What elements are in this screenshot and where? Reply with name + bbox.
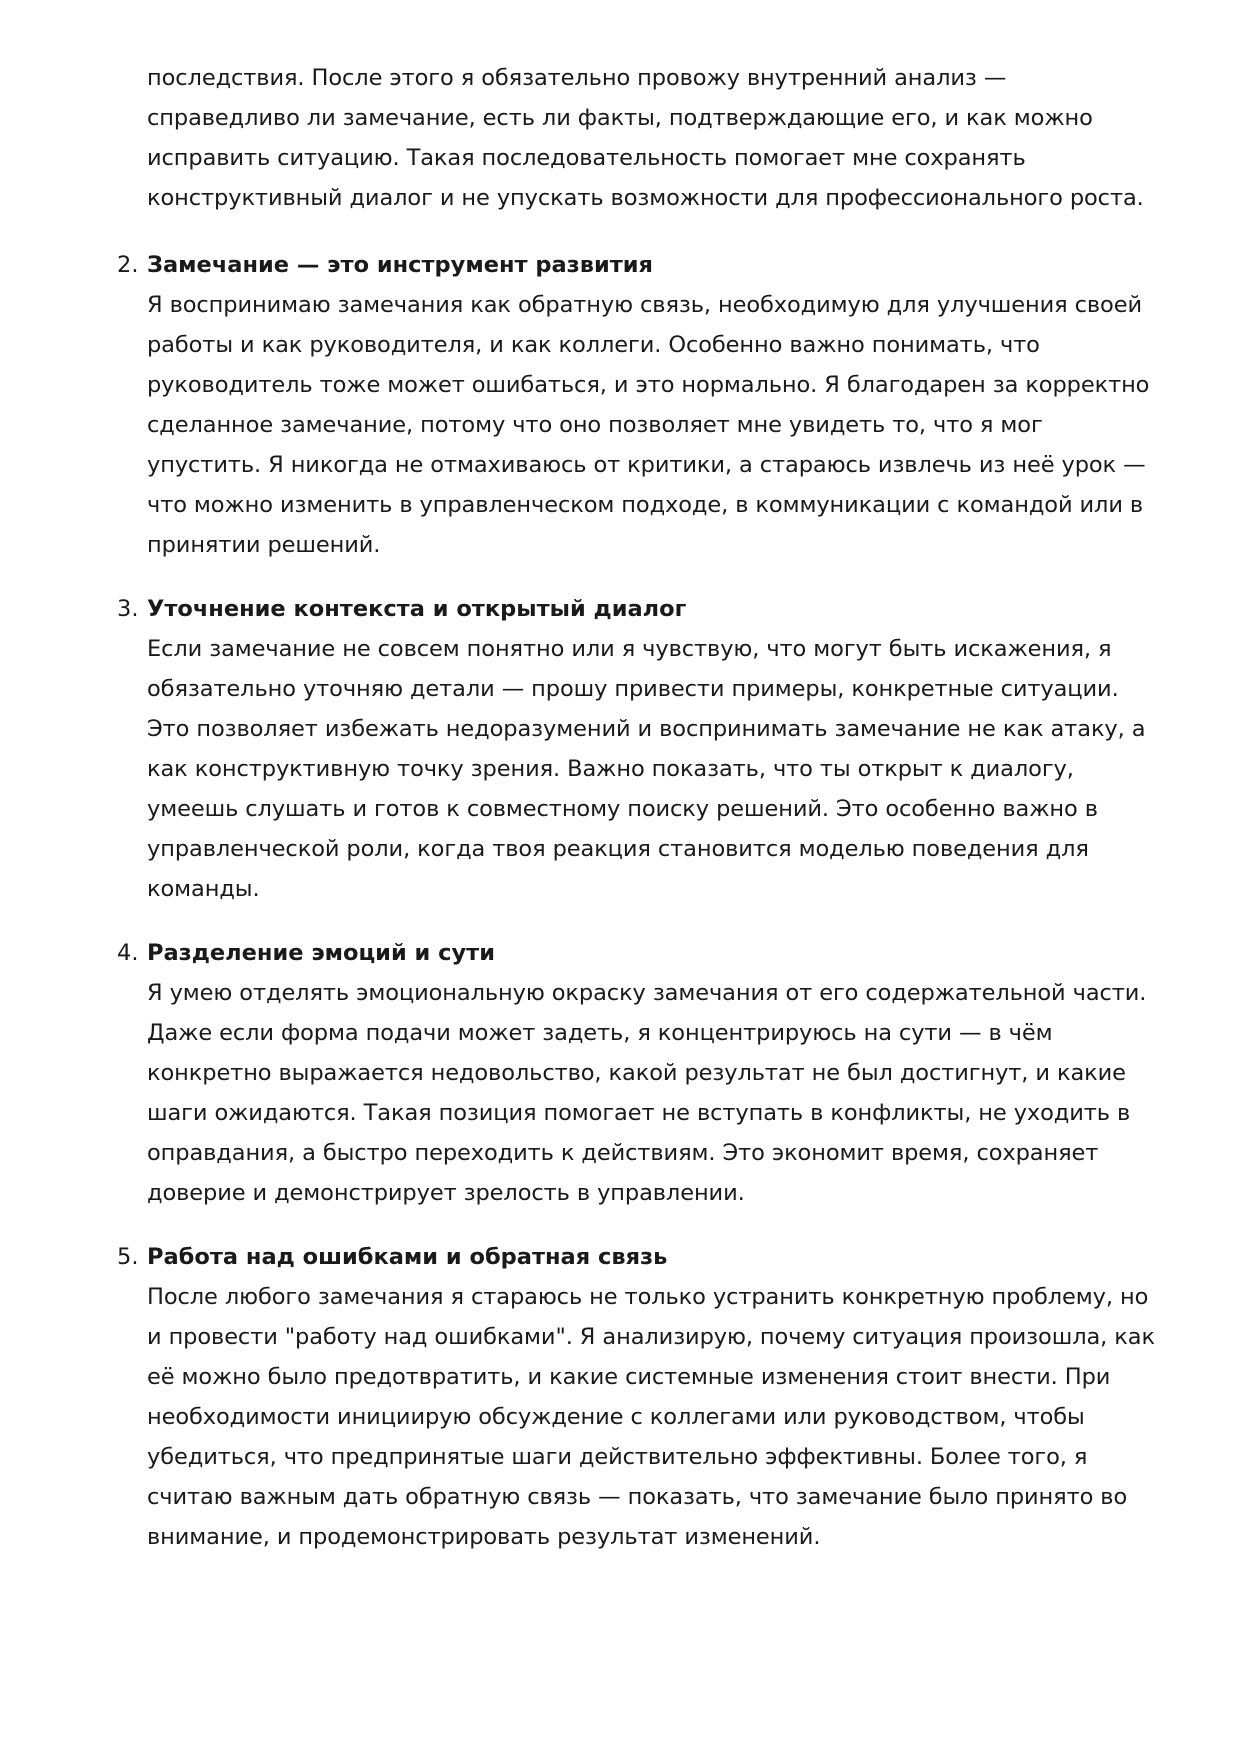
list-item bbox=[117, 933, 1157, 1213]
item-heading: Уточнение контекста и открытый диалог bbox=[147, 596, 687, 622]
item-heading: Разделение эмоций и сути bbox=[147, 940, 495, 966]
item-heading: Замечание — это инструмент развития bbox=[147, 252, 654, 278]
list-item bbox=[117, 589, 1157, 909]
item-text: После любого замечания я стараюсь не только устранить конкретную проблему, но и провести "работу над ошибками". Я анализирую, почему ситуация произошла, как её можно было предотвратить, и какие системные изменения стоит внести. При необходимости инициирую обсуждение с коллегами или руководством, чтобы убедиться, что предпринятые шаги действительно эффективны. Более того, я считаю важным дать обратную связь — показать, что замечание было принято во внимание, и продемонстрировать результат изменений. bbox=[147, 1284, 1155, 1550]
item-number: 2. bbox=[117, 252, 139, 278]
item-heading: Работа над ошибками и обратная связь bbox=[147, 1244, 668, 1270]
item-text: Я умею отделять эмоциональную окраску замечания от его содержательной части. Даже если форма подачи может задеть, я концентрируюсь на сути — в чём конкретно выражается недовольство, какой результат не был достигнут, и какие шаги ожидаются. Такая позиция помогает не вступать в конфликты, не уходить в оправдания, а быстро переходить к действиям. Это экономит время, сохраняет доверие и демонстрирует зрелость в управлении. bbox=[147, 980, 1147, 1206]
list-item bbox=[117, 1237, 1157, 1557]
item-number: 3. bbox=[117, 596, 139, 622]
intro-paragraph: последствия. После этого я обязательно провожу внутренний анализ — справедливо ли замечание, есть ли факты, подтверждающие его, и как можно исправить ситуацию. Такая последовательность помогает мне сохранять конструктивный диалог и не упускать возможности для профессионального роста. bbox=[147, 65, 1144, 211]
list-item bbox=[117, 245, 1157, 565]
item-text: Если замечание не совсем понятно или я чувствую, что могут быть искажения, я обязательно уточняю детали — прошу привести примеры, конкретные ситуации. Это позволяет избежать недоразумений и воспринимать замечание не как атаку, а как конструктивную точку зрения. Важно показать, что ты открыт к диалогу, умеешь слушать и готов к совместному поиску решений. Это особенно важно в управленческой роли, когда твоя реакция становится моделью поведения для команды. bbox=[147, 636, 1146, 902]
item-number: 4. bbox=[117, 940, 139, 966]
item-number: 5. bbox=[117, 1244, 139, 1270]
item-text: Я воспринимаю замечания как обратную связь, необходимую для улучшения своей работы и как руководителя, и как коллеги. Особенно важно понимать, что руководитель тоже может ошибаться, и это нормально. Я благодарен за корректно сделанное замечание, потому что оно позволяет мне увидеть то, что я мог упустить. Я никогда не отмахиваюсь от критики, а стараюсь извлечь из неё урок — что можно изменить в управленческом подходе, в коммуникации с командой или в принятии решений. bbox=[147, 292, 1150, 558]
numbered-list bbox=[117, 245, 1157, 1581]
